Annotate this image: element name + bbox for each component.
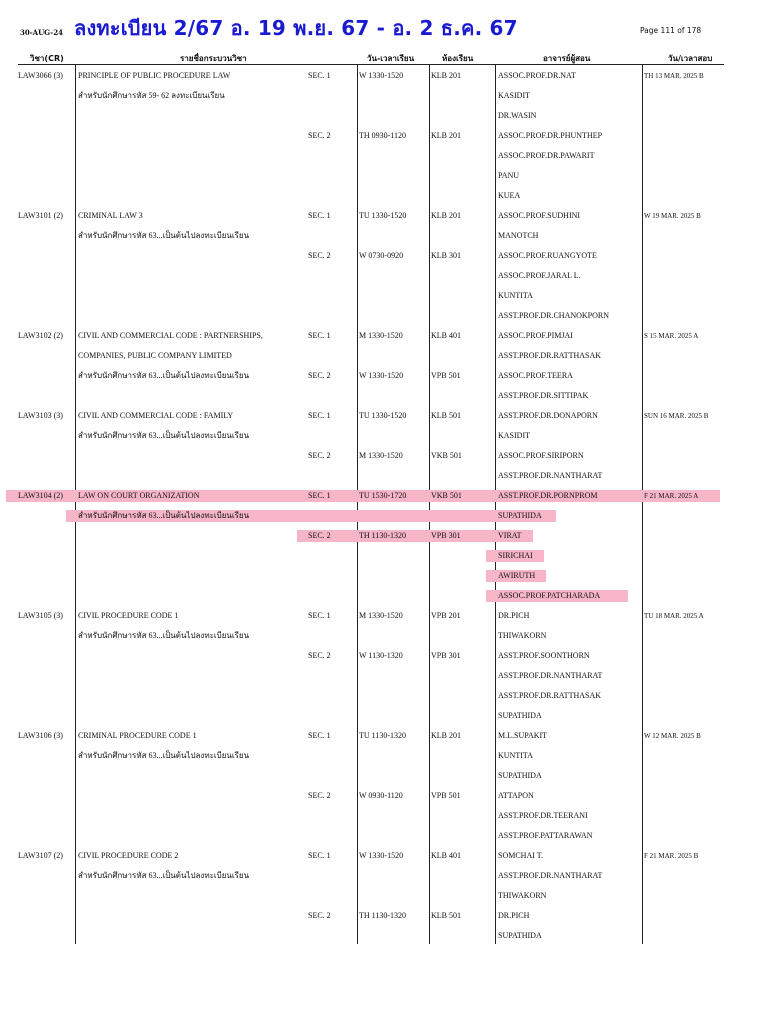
course-name: COMPANIES, PUBLIC COMPANY LIMITED	[78, 351, 232, 360]
classroom: VPB 201	[431, 611, 461, 620]
class-time: TU 1330-1520	[359, 411, 407, 420]
section: SEC. 1	[308, 611, 331, 620]
instructor: ASST.PROF.DR.DONAPORN	[498, 411, 598, 420]
classroom: VPB 301	[431, 651, 461, 660]
class-time: W 1330-1520	[359, 71, 404, 80]
course-name: สำหรับนักศึกษารหัส 63...เป็นต้นไปลงทะเบียนเรียน	[78, 511, 250, 520]
section: SEC. 1	[308, 71, 331, 80]
class-time: M 1330-1520	[359, 611, 403, 620]
section: SEC. 1	[308, 211, 331, 220]
course-code: LAW3105 (3)	[18, 611, 63, 620]
course-name: สำหรับนักศึกษารหัส 63...เป็นต้นไปลงทะเบียนเรียน	[78, 371, 250, 380]
instructor: ATTAPON	[498, 791, 534, 800]
class-time: W 1130-1320	[359, 651, 403, 660]
col-header-room: ห้องเรียน	[442, 54, 474, 63]
col-header-name: รายชื่อกระบวนวิชา	[180, 54, 247, 63]
exam-date: F 21 MAR. 2025 B	[644, 852, 699, 860]
instructor: ASST.PROF.DR.NANTHARAT	[498, 871, 603, 880]
course-name: CRIMINAL LAW 3	[78, 211, 143, 220]
classroom: KLB 201	[431, 131, 461, 140]
instructor: ASSOC.PROF.DR.PHUNTHEP	[498, 131, 603, 140]
instructor: ASST.PROF.DR.RATTHASAK	[498, 351, 602, 360]
section: SEC. 2	[308, 131, 331, 140]
class-time: TH 0930-1120	[359, 131, 407, 140]
course-name: สำหรับนักศึกษารหัส 63...เป็นต้นไปลงทะเบียนเรียน	[78, 231, 250, 240]
col-header-code: วิชา(CR)	[30, 54, 64, 63]
section: SEC. 1	[308, 851, 331, 860]
classroom: VKB 501	[431, 491, 462, 500]
instructor: MANOTCH	[498, 231, 539, 240]
instructor: ASSOC.PROF.PIMJAI	[498, 331, 573, 340]
instructor: THIWAKORN	[498, 631, 547, 640]
exam-date: S 15 MAR. 2025 A	[644, 332, 699, 340]
class-time: W 1330-1520	[359, 851, 404, 860]
page-number: Page 111 of 178	[640, 26, 702, 35]
instructor: ASST.PROF.DR.SITTIPAK	[498, 391, 589, 400]
instructor: SUPATHIDA	[498, 771, 542, 780]
instructor: VIRAT	[498, 531, 522, 540]
course-name: สำหรับนักศึกษารหัส 63...เป็นต้นไปลงทะเบียนเรียน	[78, 631, 250, 640]
class-time: W 0730-0920	[359, 251, 404, 260]
instructor: ASST.PROF.SOONTHORN	[498, 651, 590, 660]
course-code: LAW3103 (3)	[18, 411, 63, 420]
instructor: ASST.PROF.DR.PORNPROM	[498, 491, 598, 500]
section: SEC. 2	[308, 371, 331, 380]
section: SEC. 2	[308, 531, 331, 540]
course-name: สำหรับนักศึกษารหัส 63...เป็นต้นไปลงทะเบียนเรียน	[78, 871, 250, 880]
section: SEC. 1	[308, 731, 331, 740]
section: SEC. 2	[308, 451, 331, 460]
instructor: SUPATHIDA	[498, 511, 542, 520]
class-time: M 1330-1520	[359, 331, 403, 340]
page-title: ลงทะเบียน 2/67 อ. 19 พ.ย. 67 - อ. 2 ธ.ค. 67	[74, 16, 518, 40]
classroom: KLB 201	[431, 731, 461, 740]
instructor: ASST.PROF.DR.NANTHARAT	[498, 671, 603, 680]
instructor: SOMCHAI T.	[498, 851, 544, 860]
instructor: ASSOC.PROF.DR.NAT	[498, 71, 576, 80]
instructor: SUPATHIDA	[498, 711, 542, 720]
section: SEC. 2	[308, 791, 331, 800]
col-header-time: วัน-เวลาเรียน	[367, 54, 415, 63]
instructor: ASST.PROF.DR.TEERANI	[498, 811, 588, 820]
course-name: CIVIL PROCEDURE CODE 1	[78, 611, 179, 620]
classroom: KLB 501	[431, 911, 461, 920]
classroom: VKB 501	[431, 451, 462, 460]
course-code: LAW3102 (2)	[18, 331, 63, 340]
instructor: KASIDIT	[498, 431, 530, 440]
instructor: ASSOC.PROF.DR.PAWARIT	[498, 151, 595, 160]
classroom: KLB 201	[431, 211, 461, 220]
instructor: SIRICHAI	[498, 551, 533, 560]
exam-date: TU 18 MAR. 2025 A	[644, 612, 704, 620]
instructor: DR.PICH	[498, 611, 530, 620]
classroom: KLB 401	[431, 851, 461, 860]
course-name: PRINCIPLE OF PUBLIC PROCEDURE LAW	[78, 71, 231, 80]
course-name: CIVIL PROCEDURE CODE 2	[78, 851, 179, 860]
instructor: THIWAKORN	[498, 891, 547, 900]
course-code: LAW3106 (3)	[18, 731, 63, 740]
instructor: KUNTITA	[498, 751, 533, 760]
instructor: M.L.SUPAKIT	[498, 731, 548, 740]
exam-date: F 21 MAR. 2025 A	[644, 492, 699, 500]
class-time: M 1330-1520	[359, 451, 403, 460]
classroom: VPB 301	[431, 531, 461, 540]
course-name: CIVIL AND COMMERCIAL CODE : FAMILY	[78, 411, 234, 420]
instructor: DR.WASIN	[498, 111, 537, 120]
exam-date: W 19 MAR. 2025 B	[644, 212, 701, 220]
instructor: PANU	[498, 171, 520, 180]
instructor: AWIRUTH	[498, 571, 536, 580]
course-code: LAW3101 (2)	[18, 211, 63, 220]
course-name: LAW ON COURT ORGANIZATION	[78, 491, 200, 500]
exam-date: TH 13 MAR. 2025 B	[644, 72, 704, 80]
course-name: CRIMINAL PROCEDURE CODE 1	[78, 731, 197, 740]
instructor: ASSOC.PROF.JARAL L.	[498, 271, 581, 280]
section: SEC. 1	[308, 331, 331, 340]
instructor: KASIDIT	[498, 91, 530, 100]
classroom: VPB 501	[431, 371, 461, 380]
class-time: TH 1130-1320	[359, 911, 407, 920]
instructor: KUEA	[498, 191, 521, 200]
section: SEC. 2	[308, 651, 331, 660]
class-time: W 1330-1520	[359, 371, 404, 380]
instructor: ASSOC.PROF.TEERA	[498, 371, 573, 380]
course-code: LAW3104 (2)	[18, 491, 63, 500]
course-name: CIVIL AND COMMERCIAL CODE : PARTNERSHIPS,	[78, 331, 263, 340]
col-header-instructor: อาจารย์ผู้สอน	[543, 54, 591, 63]
exam-date: W 12 MAR. 2025 B	[644, 732, 701, 740]
instructor: SUPATHIDA	[498, 931, 542, 940]
instructor: ASSOC.PROF.SIRIPORN	[498, 451, 584, 460]
class-time: TU 1530-1720	[359, 491, 407, 500]
class-time: TU 1130-1320	[359, 731, 407, 740]
class-time: W 0930-1120	[359, 791, 403, 800]
instructor: ASSOC.PROF.RUANGYOTE	[498, 251, 597, 260]
course-code: LAW3107 (2)	[18, 851, 63, 860]
classroom: KLB 501	[431, 411, 461, 420]
section: SEC. 2	[308, 911, 331, 920]
instructor: ASSOC.PROF.SUDHINI	[498, 211, 581, 220]
course-name: สำหรับนักศึกษารหัส 63...เป็นต้นไปลงทะเบียนเรียน	[78, 751, 250, 760]
col-header-exam: วัน/เวลาสอบ	[668, 54, 713, 63]
section: SEC. 1	[308, 491, 331, 500]
section: SEC. 2	[308, 251, 331, 260]
class-time: TU 1330-1520	[359, 211, 407, 220]
course-code: LAW3066 (3)	[18, 71, 63, 80]
instructor: ASST.PROF.DR.CHANOKPORN	[498, 311, 610, 320]
class-time: TH 1130-1320	[359, 531, 407, 540]
instructor: ASST.PROF.PATTARAWAN	[498, 831, 593, 840]
classroom: KLB 201	[431, 71, 461, 80]
instructor: KUNTITA	[498, 291, 533, 300]
exam-date: SUN 16 MAR. 2025 B	[644, 412, 709, 420]
instructor: ASST.PROF.DR.NANTHARAT	[498, 471, 603, 480]
course-name: สำหรับนักศึกษารหัส 59- 62 ลงทะเบียนเรียน	[78, 91, 225, 100]
instructor: DR.PICH	[498, 911, 530, 920]
section: SEC. 1	[308, 411, 331, 420]
classroom: KLB 301	[431, 251, 461, 260]
classroom: KLB 401	[431, 331, 461, 340]
print-date: 30-AUG-24	[20, 28, 63, 37]
classroom: VPB 501	[431, 791, 461, 800]
instructor: ASST.PROF.DR.RATTHASAK	[498, 691, 602, 700]
course-name: สำหรับนักศึกษารหัส 63...เป็นต้นไปลงทะเบียนเรียน	[78, 431, 250, 440]
instructor: ASSOC.PROF.PATCHARADA	[498, 591, 601, 600]
